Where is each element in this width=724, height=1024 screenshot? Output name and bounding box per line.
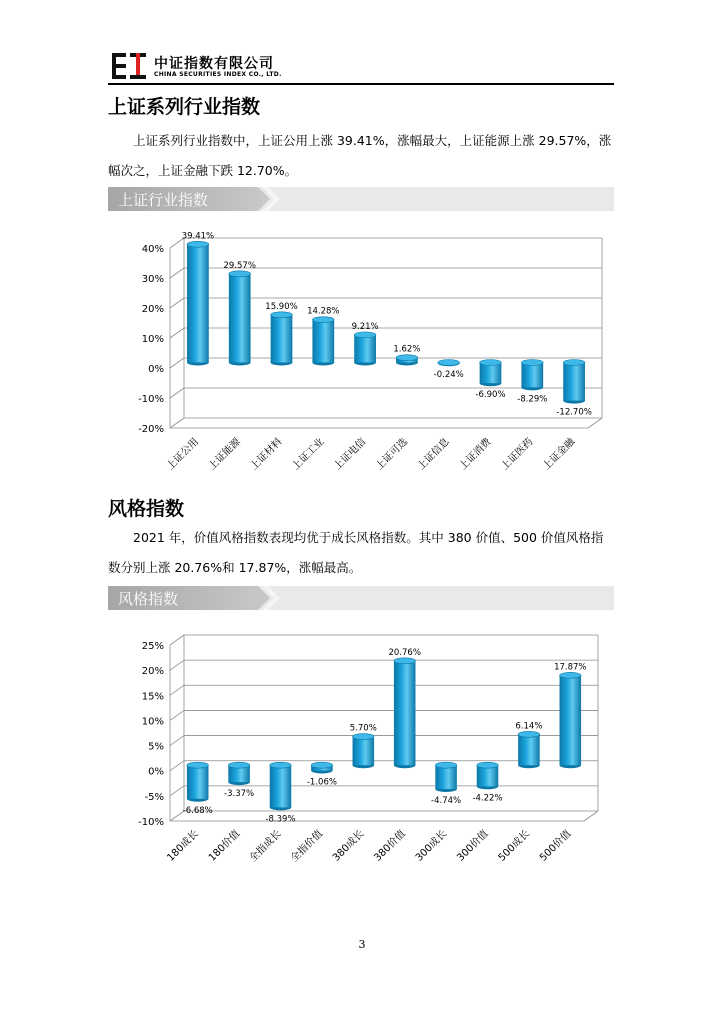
- category-label: 上证可选: [373, 436, 411, 473]
- bar-top: [271, 312, 293, 318]
- bar-top: [311, 762, 333, 768]
- bar-top: [477, 762, 499, 768]
- category-label: 380价值: [372, 828, 408, 864]
- page-header: [108, 48, 614, 84]
- y-tick-label: 10%: [141, 716, 164, 728]
- bar-top: [354, 332, 376, 338]
- y-tick-label: 30%: [141, 274, 164, 285]
- bar: [435, 765, 457, 789]
- bar-top: [228, 762, 250, 768]
- category-label: 上证工业: [290, 436, 327, 473]
- data-label: -6.68%: [182, 805, 213, 816]
- gridline-side: [170, 298, 184, 308]
- category-label: 上证消费: [457, 436, 494, 473]
- category-label: 上证医药: [499, 436, 536, 473]
- bar: [312, 320, 334, 363]
- y-tick-label: 10%: [141, 334, 164, 345]
- bar-top: [518, 731, 540, 737]
- category-label: 上证公用: [164, 436, 202, 473]
- data-label: 15.90%: [265, 301, 298, 312]
- category-label: 300价值: [455, 828, 491, 864]
- data-label: -8.39%: [265, 814, 296, 825]
- bar: [187, 244, 209, 362]
- category-label: 300成长: [413, 828, 450, 864]
- category-label: 180价值: [206, 828, 243, 864]
- bar-top: [312, 317, 334, 323]
- y-tick-label: 15%: [141, 691, 164, 703]
- data-label: 1.62%: [393, 344, 421, 355]
- company-name-en: CHINA SECURITIES INDEX CO., LTD.: [154, 71, 282, 78]
- data-label: -4.22%: [472, 793, 503, 804]
- band-label-sector: 上证行业指数: [118, 191, 209, 209]
- csi-logo-icon: [112, 53, 148, 79]
- sector-bar-chart: [108, 222, 614, 484]
- bar: [271, 315, 293, 363]
- bar: [229, 274, 251, 363]
- section-band-sector: [108, 187, 614, 211]
- gridline-side: [170, 388, 184, 398]
- y-tick-label: -20%: [138, 424, 164, 435]
- y-tick-label: 0%: [148, 766, 164, 778]
- data-label: -3.37%: [224, 789, 255, 800]
- category-label: 180成长: [165, 828, 201, 864]
- section-paragraph-sector: 上证系列行业指数中，上证公用上涨 39.41%，涨幅最大，上证能源上涨 29.57%，涨幅次之，上证金融下跌 12.70%。: [108, 133, 612, 178]
- band-label-style: 风格指数: [118, 590, 179, 608]
- bar: [560, 675, 582, 765]
- floor-side: [588, 418, 602, 428]
- bar: [518, 734, 540, 765]
- bar-top: [270, 762, 292, 768]
- category-label: 上证金融: [541, 436, 578, 473]
- y-tick-label: 20%: [141, 304, 164, 315]
- bar-top: [521, 360, 543, 366]
- bar-top: [396, 355, 418, 361]
- data-label: -0.24%: [433, 370, 464, 381]
- category-label: 上证材料: [248, 436, 285, 473]
- data-label: 29.57%: [223, 260, 256, 271]
- data-label: -4.74%: [431, 796, 462, 807]
- y-tick-label: -10%: [138, 817, 164, 828]
- bar-top: [560, 672, 582, 678]
- category-label: 380成长: [330, 828, 367, 864]
- section-title-style: 风格指数: [108, 498, 185, 520]
- header-rule: [108, 83, 614, 85]
- bar: [521, 363, 543, 388]
- section-paragraph-style: 2021 年，价值风格指数表现均优于成长风格指数。其中 380 价值、500 价值风格指数分别上涨 20.76%和 17.87%，涨幅最高。: [108, 530, 604, 575]
- data-label: 39.41%: [181, 231, 215, 242]
- category-label: 500价值: [537, 828, 574, 864]
- gridline-side: [170, 268, 184, 278]
- gridline-side: [170, 418, 184, 428]
- bar: [394, 661, 416, 765]
- y-tick-label: 0%: [148, 364, 164, 375]
- y-tick-label: -5%: [144, 791, 164, 803]
- bar: [353, 737, 375, 766]
- gridline-side: [170, 660, 184, 670]
- floor-side: [584, 811, 598, 821]
- gridline-side: [170, 328, 184, 338]
- bar: [270, 765, 292, 807]
- data-label: 9.21%: [351, 321, 379, 332]
- y-tick-label: -10%: [138, 394, 164, 405]
- data-label: -1.06%: [306, 777, 337, 788]
- bar-top: [438, 360, 460, 366]
- category-label: 上证能源: [206, 436, 243, 473]
- data-label: 14.28%: [307, 306, 340, 317]
- category-label: 500成长: [496, 828, 533, 864]
- gridline-side: [170, 786, 184, 796]
- bar-top: [394, 658, 416, 664]
- y-tick-label: 25%: [141, 641, 164, 652]
- category-label: 上证信息: [415, 436, 452, 473]
- bar: [354, 335, 376, 363]
- bar-top: [353, 734, 375, 740]
- data-label: -6.90%: [475, 390, 506, 401]
- data-label: -12.70%: [556, 407, 592, 418]
- category-label: 全指成长: [247, 828, 284, 865]
- bar-top: [187, 762, 209, 768]
- category-label: 上证电信: [332, 436, 369, 473]
- gridline-side: [170, 736, 184, 746]
- band-background: [108, 586, 614, 610]
- bar-top: [563, 360, 585, 366]
- data-label: -8.29%: [517, 394, 548, 405]
- section-title-sector: 上证系列行业指数: [108, 96, 261, 118]
- data-label: 6.14%: [515, 721, 543, 732]
- category-label: 全指价值: [288, 828, 326, 865]
- gridline-side: [170, 358, 184, 368]
- bar-top: [187, 241, 209, 247]
- bar-top: [229, 271, 251, 277]
- company-name-cn: 中证指数有限公司: [154, 56, 274, 72]
- y-tick-label: 40%: [141, 244, 164, 255]
- y-tick-label: 5%: [148, 741, 164, 753]
- gridline-side: [170, 761, 184, 771]
- data-label: 5.70%: [349, 723, 377, 734]
- page-number: 3: [358, 938, 366, 951]
- bar-top: [480, 360, 502, 366]
- data-label: 20.76%: [388, 647, 421, 658]
- bar: [563, 363, 585, 401]
- bar-top: [435, 762, 457, 768]
- gridline-side: [170, 710, 184, 720]
- gridline-side: [170, 635, 184, 645]
- y-tick-label: 20%: [141, 666, 164, 678]
- gridline-side: [170, 685, 184, 695]
- data-label: 17.87%: [554, 662, 587, 673]
- style-bar-chart: [108, 620, 614, 882]
- bar: [187, 765, 209, 799]
- section-band-style: [108, 586, 614, 610]
